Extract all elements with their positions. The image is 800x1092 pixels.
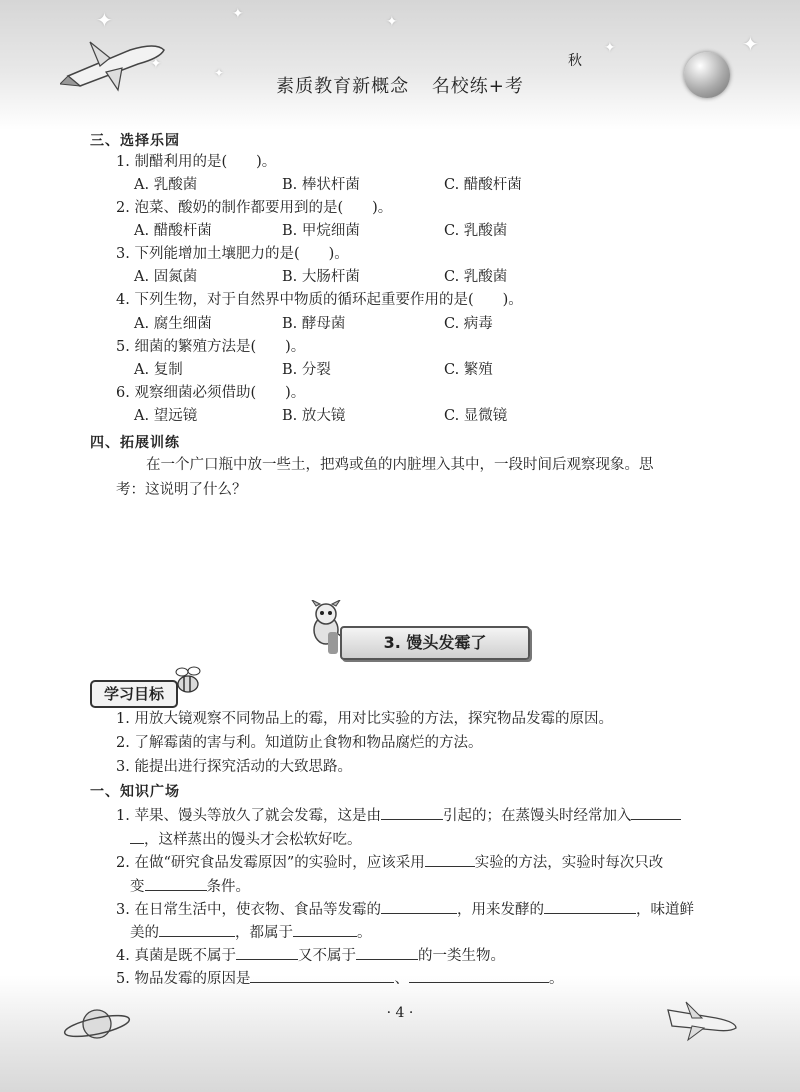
fill-question-3-line1 [116, 898, 694, 920]
section-extension-title: 四、拓展训练 [90, 435, 180, 451]
blank-q2-1[interactable] [425, 851, 475, 867]
q2-text-b: 实验的方法，实验时每次只改 [474, 855, 664, 871]
option-5a[interactable]: A. 复制 [134, 362, 183, 378]
q2-text-d: 条件。 [206, 879, 250, 895]
option-3a[interactable]: A. 固氮菌 [134, 269, 198, 285]
q3-text-b: ，用来发酵的 [456, 902, 544, 918]
blank-q3-2[interactable] [544, 898, 636, 914]
q5-text-b: 、 [394, 971, 409, 987]
goal-item-3: 3. 能提出进行探究活动的大致思路。 [116, 759, 352, 775]
page-number: · 4 · [386, 1005, 414, 1021]
question-4: 4. 下列生物，对于自然界中物质的循环起重要作用的是( )。 [116, 292, 523, 308]
option-6a[interactable]: A. 望远镜 [134, 408, 198, 424]
section-choice-title: 三、选择乐园 [90, 133, 180, 149]
option-6c[interactable]: C. 显微镜 [444, 408, 508, 424]
season-label: 秋 [568, 53, 582, 69]
option-1a[interactable]: A. 乳酸菌 [134, 177, 198, 193]
q3-text-d: 美的 [130, 925, 159, 941]
series-title: 素质教育新概念 [276, 76, 410, 97]
series-subtitle: 名校练+考 [431, 76, 524, 97]
fill-question-3-line2 [130, 921, 372, 943]
q2-text-a: 2. 在做“研究食品发霉原因”的实验时，应该采用 [116, 855, 425, 871]
star-icon: ✦ [96, 8, 113, 32]
blank-q4-2[interactable] [356, 944, 418, 960]
star-icon: ✦ [386, 14, 398, 30]
option-2a[interactable]: A. 醋酸杆菌 [134, 223, 212, 239]
option-5b[interactable]: B. 分裂 [282, 362, 331, 378]
star-icon: ✦ [214, 66, 225, 80]
blank-q1-1[interactable] [381, 804, 443, 820]
space-shuttle-icon [664, 996, 740, 1042]
q4-text-b: 又不属于 [297, 948, 356, 964]
blank-q5-2[interactable] [409, 967, 549, 983]
question-3: 3. 下列能增加土壤肥力的是( )。 [116, 246, 349, 262]
option-3b[interactable]: B. 大肠杆菌 [282, 269, 360, 285]
learning-goals-label: 学习目标 [90, 680, 178, 708]
blank-q3-3[interactable] [159, 921, 235, 937]
option-5c[interactable]: C. 繁殖 [444, 362, 493, 378]
q3-text-c: ，味道鲜 [635, 902, 694, 918]
q3-text-a: 3. 在日常生活中，使衣物、食品等发霉的 [116, 902, 381, 918]
fill-question-2-line1 [116, 851, 663, 873]
option-4b[interactable]: B. 酵母菌 [282, 316, 346, 332]
q4-text-a: 4. 真菌是既不属于 [116, 948, 236, 964]
fill-question-5 [116, 967, 563, 989]
q1-text-c: ，这样蒸出的馒头才会松软好吃。 [144, 832, 362, 848]
question-1: 1. 制醋利用的是( )。 [116, 154, 277, 170]
star-icon: ✦ [232, 6, 244, 22]
question-2: 2. 泡菜、酸奶的制作都要用到的是( )。 [116, 200, 393, 216]
planet-icon [684, 52, 730, 98]
star-icon: ✦ [150, 56, 162, 72]
option-2b[interactable]: B. 甲烷细菌 [282, 223, 360, 239]
extension-text-line1: 在一个广口瓶中放一些土，把鸡或鱼的内脏埋入其中，一段时间后观察现象。思 [146, 457, 654, 473]
option-3c[interactable]: C. 乳酸菌 [444, 269, 508, 285]
blank-q3-1[interactable] [381, 898, 457, 914]
fill-question-2-line2 [130, 875, 250, 897]
blank-q1-2[interactable] [631, 804, 681, 820]
page-header [0, 72, 800, 98]
q3-text-f: 。 [357, 925, 372, 941]
q4-text-c: 的一类生物。 [417, 948, 505, 964]
option-1b[interactable]: B. 棒状杆菌 [282, 177, 360, 193]
option-6b[interactable]: B. 放大镜 [282, 408, 346, 424]
saturn-icon [62, 1000, 132, 1048]
blank-q2-2[interactable] [145, 875, 207, 891]
blank-q5-1[interactable] [250, 967, 394, 983]
blank-q1-2-cont[interactable] [130, 828, 144, 844]
question-5: 5. 细菌的繁殖方法是( )。 [116, 339, 306, 355]
fill-question-1-line1 [116, 804, 681, 826]
q3-text-e: ，都属于 [235, 925, 293, 941]
blank-q3-4[interactable] [293, 921, 357, 937]
option-2c[interactable]: C. 乳酸菌 [444, 223, 508, 239]
fill-question-1-line2 [130, 828, 362, 850]
question-6: 6. 观察细菌必须借助( )。 [116, 385, 306, 401]
star-icon: ✦ [742, 32, 759, 56]
goal-item-1: 1. 用放大镜观察不同物品上的霉，用对比实验的方法，探究物品发霉的原因。 [116, 711, 613, 727]
q2-text-c: 变 [130, 879, 145, 895]
star-icon: ✦ [604, 40, 616, 56]
option-4c[interactable]: C. 病毒 [444, 316, 493, 332]
q5-text-a: 5. 物品发霉的原因是 [116, 971, 251, 987]
chapter-title: 3. 馒头发霉了 [340, 626, 530, 660]
extension-text-line2: 考：这说明了什么？ [116, 482, 247, 498]
blank-q4-1[interactable] [236, 944, 298, 960]
fill-question-4 [116, 944, 505, 966]
section-knowledge-title: 一、知识广场 [90, 784, 180, 800]
option-1c[interactable]: C. 醋酸杆菌 [444, 177, 522, 193]
q1-text-b: 引起的；在蒸馒头时经常加入 [442, 808, 632, 824]
q1-text-a: 1. 苹果、馒头等放久了就会发霉，这是由 [116, 808, 381, 824]
goal-item-2: 2. 了解霉菌的害与利。知道防止食物和物品腐烂的方法。 [116, 735, 483, 751]
bee-icon [170, 662, 206, 698]
option-4a[interactable]: A. 腐生细菌 [134, 316, 212, 332]
q5-text-c: 。 [548, 971, 564, 987]
